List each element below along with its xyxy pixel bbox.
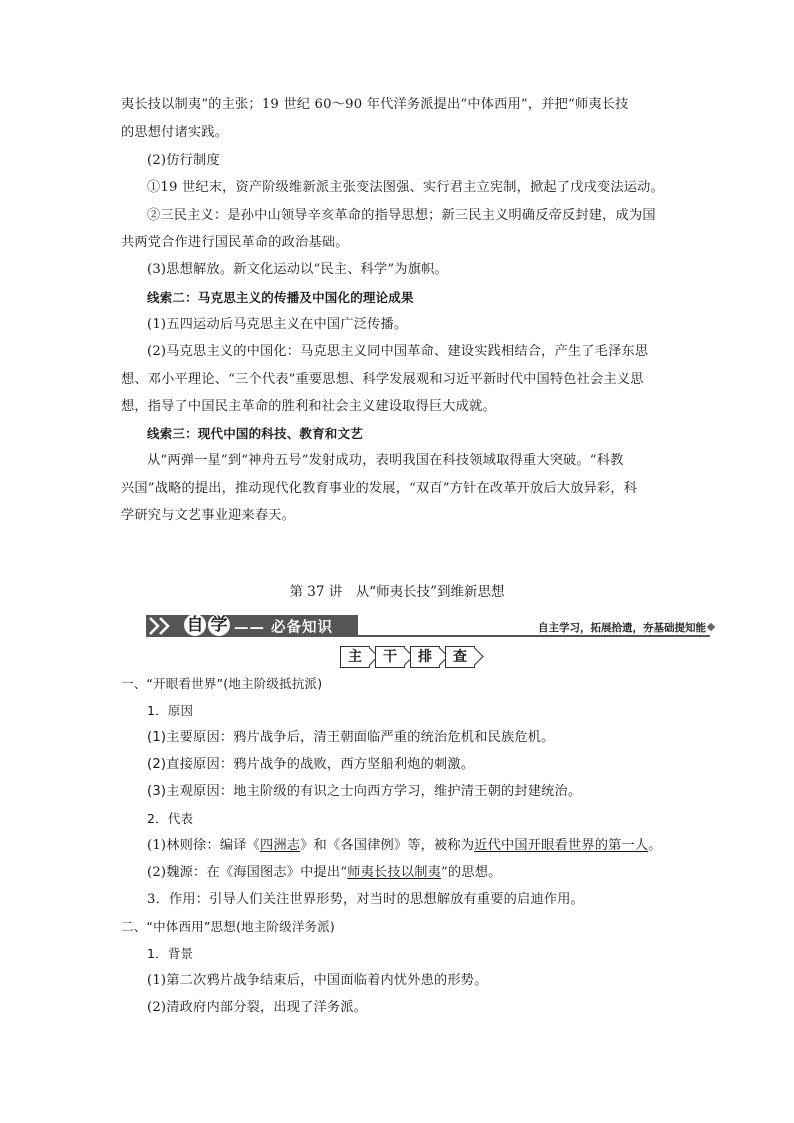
list-item — [147, 728, 727, 748]
section-banner — [146, 613, 714, 639]
clue-heading: 线索三：现代中国的科技、教育和文艺 — [147, 426, 363, 441]
body-text-line: (2)马克思主义的中国化：马克思主义同中国革命、建设实践相结合，产生了毛泽东思 — [147, 344, 649, 359]
banner-subtitle: 自主学习，拓展拾遗，夯基础提知能 — [538, 622, 706, 634]
item-text: (2)魏源：在《海国图志》中提出“ — [147, 865, 348, 880]
banner-badge — [184, 614, 230, 636]
tab-label: 查 — [445, 646, 475, 668]
list-item — [147, 836, 727, 856]
lecture-title: 第 37 讲 从“师夷长技”到维新思想 — [289, 584, 505, 600]
body-text-line: (3)思想解放。新文化运动以“民主、科学”为旗帜。 — [147, 262, 448, 277]
item-text: 鸦片战争的战败，西方坚船利炮的刺激。 — [233, 757, 475, 772]
item-text: 鸦片战争后，清王朝面临严重的统治危机和民族危机。 — [233, 730, 555, 745]
tab-label: 排 — [410, 646, 440, 668]
underlined-term: 近代中国开眼看世界的第一人 — [474, 838, 649, 853]
underlined-term: 四洲志 — [260, 838, 301, 853]
list-item: 3．作用：引导人们关注世界形势，对当时的思想解放有重要的启迪作用。 — [147, 892, 584, 907]
list-item — [147, 755, 727, 775]
body-text-line: ②三民主义：是孙中山领导辛亥革命的指导思想；新三民主义明确反帝反封建，成为国 — [147, 208, 656, 223]
banner-label: —— 必备知识 — [234, 620, 334, 636]
list-item — [147, 782, 727, 802]
item-label: (1)主要原因： — [147, 730, 234, 745]
list-item: (2)清政府内部分裂，出现了洋务派。 — [147, 1000, 368, 1015]
banner-char: 学 — [208, 614, 230, 636]
item-text: 》和《各国律例》等，被称为 — [300, 838, 475, 853]
item-label: (3)主观原因： — [147, 784, 234, 799]
diamond-icon — [707, 623, 715, 631]
item-text: (1)林则徐：编译《 — [147, 838, 260, 853]
body-text-line: 想，指导了中国民主革命的胜利和社会主义建设取得巨大成就。 — [121, 399, 496, 414]
list-item — [147, 863, 727, 883]
subsection-heading: 1．原因 — [147, 703, 194, 718]
body-text-line: 兴国”战略的提出，推动现代化教育事业的发展，“双百”方针在改革开放后大放异彩，科 — [121, 481, 638, 496]
body-text-line: (2)仿行制度 — [147, 153, 220, 168]
body-text-line: 从“两弹一星”到“神舟五号”发射成功，表明我国在科技领域取得重大突破。“科教 — [147, 453, 624, 468]
body-text-line: 夷长技以制夷”的主张；19 世纪 60～90 年代洋务派提出“中体西用”，并把“师夷长技 — [121, 97, 629, 112]
body-text-line: 共两党合作进行国民革命的政治基础。 — [121, 235, 349, 250]
item-text: 。 — [648, 838, 662, 853]
banner-rule — [358, 635, 710, 637]
item-label: (2)直接原因： — [147, 757, 234, 772]
chevron-arrows-icon — [146, 616, 176, 636]
body-text-line: 学研究与文艺事业迎来春天。 — [121, 508, 296, 523]
subsection-heading: 1．背景 — [147, 946, 194, 961]
clue-heading: 线索二：马克思主义的传播及中国化的理论成果 — [147, 290, 414, 305]
main-review-tabs — [340, 646, 480, 668]
item-text: 地主阶级的有识之士向西方学习，维护清王朝的封建统治。 — [233, 784, 582, 799]
list-item: (1)第二次鸦片战争结束后，中国面临着内忧外患的形势。 — [147, 973, 488, 988]
tab-label: 干 — [375, 646, 405, 668]
subsection-heading: 2．代表 — [147, 811, 194, 826]
body-text-line: 想、邓小平理论、“三个代表”重要思想、科学发展观和习近平新时代中国特色社会主义思 — [121, 372, 644, 387]
tab-label: 主 — [340, 646, 370, 668]
body-text-line: 的思想付诸实践。 — [121, 125, 229, 140]
body-text-line: ①19 世纪末，资产阶级维新派主张变法图强、实行君主立宪制，掀起了戊戌变法运动。 — [147, 180, 664, 195]
body-text-line: (1)五四运动后马克思主义在中国广泛传播。 — [147, 317, 408, 332]
underlined-term: 师夷长技以制夷 — [347, 865, 441, 880]
item-text: ”的思想。 — [440, 865, 502, 880]
section-heading: 一、“开眼看世界”(地主阶级抵抗派) — [121, 676, 323, 691]
section-heading: 二、“中体西用”思想(地主阶级洋务派) — [121, 919, 336, 934]
banner-char: 自 — [184, 614, 206, 636]
